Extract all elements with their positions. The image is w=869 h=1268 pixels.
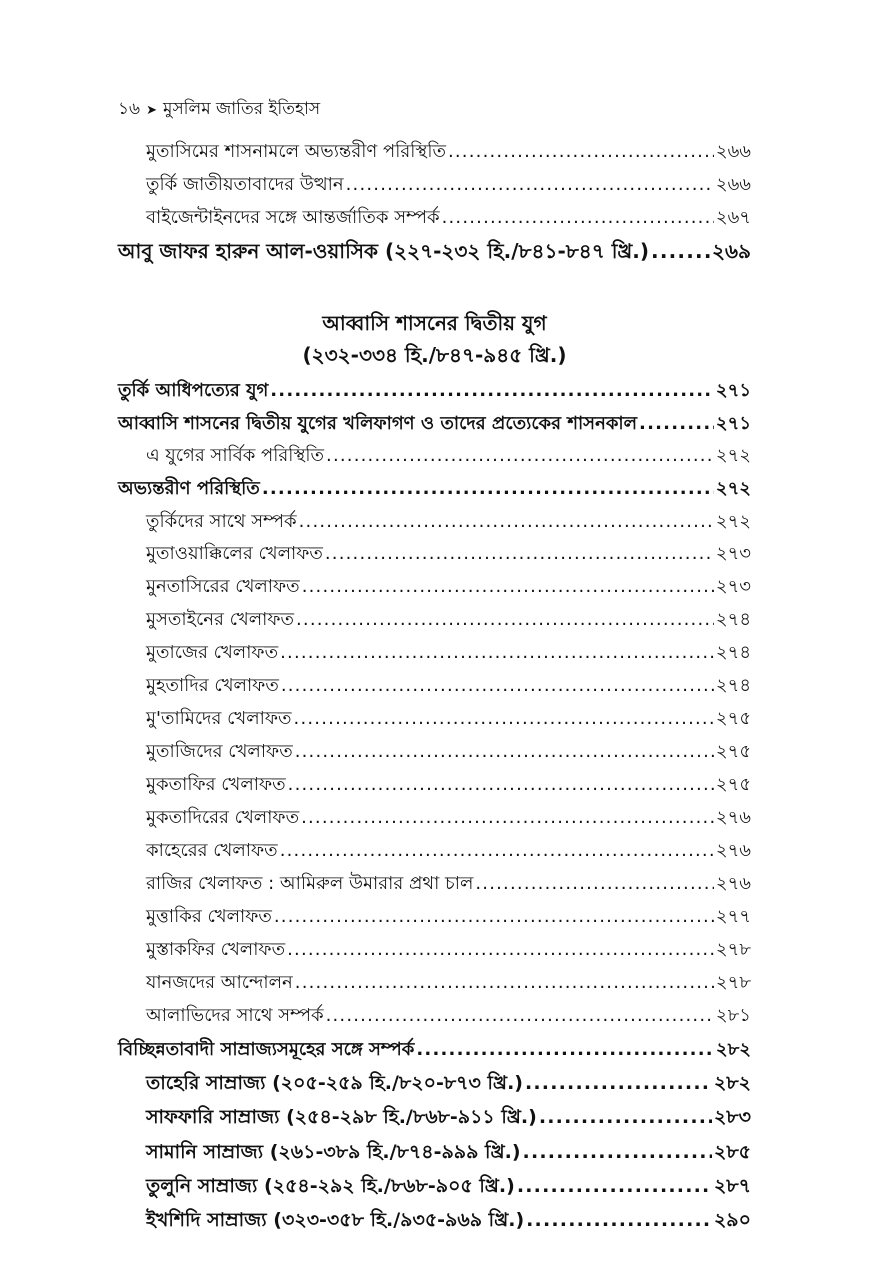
- toc-entry-page: ২৭৩: [715, 576, 751, 597]
- toc-entry-page: ২৮৩: [713, 1106, 751, 1128]
- toc-entry-title: মুত্তাকির খেলাফত: [146, 906, 272, 927]
- toc-leader-dots: [281, 675, 714, 696]
- toc-entry-title: মুতাসিমের শাসনামলে অভ্যন্তরীণ পরিস্থিতি: [146, 141, 446, 162]
- toc-entry-page: ২৭২: [715, 445, 751, 466]
- toc-entry-title: মুকতাদিরের খেলাফত: [146, 807, 300, 828]
- toc-leader-dots: [270, 380, 714, 401]
- toc-leader-dots: [295, 972, 714, 993]
- toc-entry: [146, 836, 751, 867]
- toc-entry-page: ২৮৫: [713, 1141, 751, 1163]
- toc-leader-dots: [416, 1039, 714, 1060]
- toc-entry: [146, 539, 751, 570]
- toc-entry: [146, 605, 751, 636]
- toc-entry-title: বিচ্ছিন্নতাবাদী সাম্রাজ্যসমূহের সঙ্গে সম্পর্ক: [118, 1039, 415, 1060]
- toc-entry-title: আব্বাসি শাসনের দ্বিতীয় যুগের খলিফাগণ ও তাদের প্রত্যেকের শাসনকাল: [118, 413, 638, 434]
- toc-entry: [146, 441, 751, 472]
- toc-leader-dots: [294, 708, 714, 729]
- toc-leader-dots: [517, 1175, 712, 1197]
- toc-entry-page: ২৯০: [713, 1209, 751, 1231]
- section-subtitle: (২৩২-৩৩৪ হি./৮৪৭-৯৪৫ খ্রি.): [302, 343, 567, 367]
- toc-leader-dots: [539, 1106, 712, 1128]
- toc-entry-title: তুর্কিদের সাথে সম্পর্ক: [146, 511, 297, 532]
- toc-entry-title: মুহতাদির খেলাফত: [146, 675, 279, 696]
- toc-entry-page: ২৬৬: [715, 174, 751, 195]
- toc-entry-page: ২৮২: [713, 1072, 751, 1094]
- toc-entry: [146, 638, 751, 669]
- header-arrow-icon: ➤: [146, 103, 157, 118]
- toc-leader-dots: [639, 413, 714, 434]
- toc-leader-dots: [523, 1141, 712, 1163]
- toc-entry: [146, 1206, 751, 1238]
- toc-entry: [146, 170, 751, 201]
- toc-entry-title: সামানি সাম্রাজ্য (২৬১-৩৮৯ হি./৮৭৪-৯৯৯ খ্রি.): [146, 1141, 521, 1163]
- toc-leader-dots: [296, 609, 714, 630]
- toc-entry-title: কাহেরের খেলাফত: [146, 840, 278, 861]
- toc-entry-page: ২৬৯: [712, 239, 751, 263]
- toc-entry-page: ২৭২: [715, 511, 751, 532]
- toc-entry-title: মুতাওয়াক্কিলের খেলাফত: [146, 543, 323, 564]
- toc-entry-title: তাহেরি সাম্রাজ্য (২০৫-২৫৯ হি./৮২০-৮৭৩ খ্রি.): [146, 1072, 523, 1094]
- toc-entry-page: ২৮১: [715, 1005, 751, 1026]
- toc-entry-title: বাইজেন্টাইনদের সঙ্গে আন্তর্জাতিক সম্পর্ক: [146, 207, 440, 228]
- toc-entry-page: ২৬৭: [715, 207, 751, 228]
- toc-leader-dots: [326, 1005, 714, 1026]
- toc-leader-dots: [346, 174, 714, 195]
- toc-entry: [146, 1069, 751, 1101]
- toc-entry-title: অভ্যন্তরীণ পরিস্থিতি: [118, 478, 260, 499]
- toc-entry: [146, 1172, 751, 1204]
- toc-entry: [146, 1103, 751, 1135]
- toc-leader-dots: [274, 906, 714, 927]
- toc-entry-page: ২৭৫: [715, 708, 751, 729]
- toc-entry-caliph: [118, 237, 751, 270]
- header-page-number: ১৬: [118, 99, 141, 119]
- toc-entry: [146, 507, 751, 538]
- toc-leader-dots: [299, 511, 714, 532]
- toc-entry: [118, 474, 751, 505]
- toc-entry-title: আলাভিদের সাথে সম্পর্ক: [146, 1005, 324, 1026]
- toc-entry-page: ২৮২: [715, 1039, 751, 1060]
- toc-entry-title: তুর্কি আধিপত্যের যুগ: [118, 380, 269, 401]
- toc-entry: [118, 376, 751, 407]
- toc-entry-page: ২৭৮: [715, 972, 751, 993]
- toc-entry: [146, 902, 751, 933]
- toc-entry-page: ২৭৬: [715, 807, 751, 828]
- toc-leader-dots: [326, 445, 714, 466]
- toc-entry: [146, 671, 751, 702]
- toc-entry: [146, 203, 751, 234]
- toc-entry-page: ২৭৭: [715, 906, 751, 927]
- toc-entry-page: ২৭৫: [715, 741, 751, 762]
- toc-entry-title: এ যুগের সার্বিক পরিস্থিতি: [146, 445, 325, 466]
- toc-entry-title: মুনতাসিরের খেলাফত: [146, 576, 300, 597]
- toc-entry: [146, 803, 751, 834]
- toc-entry-title: মুস্তাকফির খেলাফত: [146, 939, 286, 960]
- toc-entry-page: ২৮৭: [713, 1175, 751, 1197]
- toc-entry: [118, 1035, 751, 1066]
- toc-entry-title: রাজির খেলাফত : আমিরুল উমারার প্রথা চাল: [146, 873, 474, 894]
- toc-leader-dots: [262, 478, 714, 499]
- toc-entry-title: মু'তামিদের খেলাফত: [146, 708, 292, 729]
- toc-entry-page: ২৭৪: [715, 609, 751, 630]
- toc-leader-dots: [651, 239, 710, 263]
- toc-entry-title: তুলুনি সাম্রাজ্য (২৫৪-২৯২ হি./৮৬৮-৯০৫ খ্রি.): [146, 1175, 515, 1197]
- toc-entry-title: মুতাজের খেলাফত: [146, 642, 279, 663]
- toc-entry-title: মুতাজিদের খেলাফত: [146, 741, 293, 762]
- toc-entry-title: সাফফারি সাম্রাজ্য (২৫৪-২৯৮ হি./৮৬৮-৯১১ খ্রি.): [146, 1106, 537, 1128]
- toc-entry-title: আবু জাফর হারুন আল-ওয়াসিক (২২৭-২৩২ হি./৮৪১-৮৪৭ খ্রি.): [118, 239, 650, 263]
- toc-entry: [146, 770, 751, 801]
- toc-entry-title: যানজদের আন্দোলন: [146, 972, 293, 993]
- toc-leader-dots: [442, 207, 714, 228]
- toc-leader-dots: [526, 1209, 712, 1231]
- toc-leader-dots: [525, 1072, 712, 1094]
- toc-entry: [146, 572, 751, 603]
- toc-leader-dots: [295, 741, 714, 762]
- toc-entry-page: ২৭৬: [715, 873, 751, 894]
- toc-entry: [146, 737, 751, 768]
- toc-leader-dots: [301, 807, 714, 828]
- toc-entry-page: ২৭২: [715, 478, 751, 499]
- toc-entry-page: ২৭৮: [715, 939, 751, 960]
- toc-entry-page: ২৭১: [715, 380, 751, 401]
- toc-entry-page: ২৭৬: [715, 840, 751, 861]
- toc-leader-dots: [475, 873, 714, 894]
- toc-entry: [146, 1001, 751, 1032]
- toc-leader-dots: [448, 141, 714, 162]
- toc-leader-dots: [288, 774, 714, 795]
- toc-entry-title: মুকতাফির খেলাফত: [146, 774, 286, 795]
- running-head: [118, 97, 320, 123]
- toc-entry-page: ২৭৪: [715, 642, 751, 663]
- toc-leader-dots: [302, 576, 714, 597]
- toc-entry: [146, 869, 751, 900]
- toc-entry-title: তুর্কি জাতীয়তাবাদের উত্থান: [146, 174, 344, 195]
- toc-entry: [146, 968, 751, 999]
- toc-entry: [146, 935, 751, 966]
- toc-entry: [118, 409, 751, 440]
- toc-entry: [146, 1138, 751, 1170]
- toc-entry-title: ইখশিদি সাম্রাজ্য (৩২৩-৩৫৮ হি./৯৩৫-৯৬৯ খ্রি.): [146, 1209, 525, 1231]
- toc-entry-page: ২৭৫: [715, 774, 751, 795]
- toc-entry-page: ২৭৩: [715, 543, 751, 564]
- toc-leader-dots: [287, 939, 714, 960]
- toc-leader-dots: [280, 642, 714, 663]
- toc-leader-dots: [325, 543, 714, 564]
- toc-entry-page: ২৭১: [715, 413, 751, 434]
- toc-entry-title: মুসতাইনের খেলাফত: [146, 609, 294, 630]
- header-book-title: মুসলিম জাতির ইতিহাস: [163, 99, 321, 119]
- toc-leader-dots: [280, 840, 714, 861]
- section-title: আব্বাসি শাসনের দ্বিতীয় যুগ: [322, 311, 547, 335]
- toc-entry: [146, 137, 751, 168]
- toc-entry-page: ২৭৪: [715, 675, 751, 696]
- toc-entry: [146, 704, 751, 735]
- toc-entry-page: ২৬৬: [715, 141, 751, 162]
